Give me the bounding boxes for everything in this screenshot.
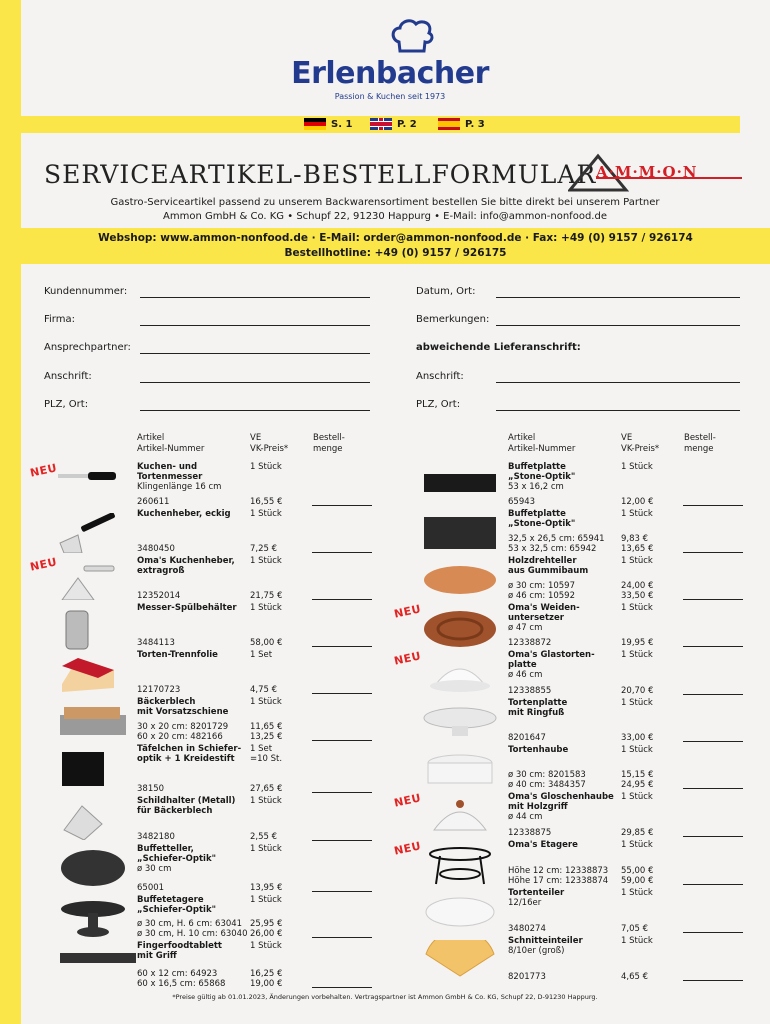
german-flag-icon <box>304 118 326 130</box>
product-image <box>58 654 118 698</box>
product-image <box>58 701 128 745</box>
product-price: 2,55 € <box>250 832 278 842</box>
column-header-line: Artikel-Nummer <box>508 444 576 454</box>
order-quantity-input[interactable] <box>683 788 743 789</box>
product-number: 32,5 x 26,5 cm: 65941 <box>508 534 605 544</box>
product-name: mit Ringfuß <box>508 708 565 718</box>
product-name: Kuchenheber, eckig <box>137 509 231 519</box>
order-quantity-input[interactable] <box>312 840 372 841</box>
new-badge: NEU <box>28 555 59 574</box>
product-name: Buffetplatte <box>508 462 566 472</box>
product-number: 3484113 <box>137 638 175 648</box>
product-ve: 1 Stück <box>250 895 282 905</box>
product-image <box>422 466 498 500</box>
product-number: 60 x 16,5 cm: 65868 <box>137 979 226 989</box>
product-name: Oma's Etagere <box>508 840 578 850</box>
product-image <box>422 844 498 892</box>
product-ve: 1 Stück <box>621 698 653 708</box>
product-image <box>422 560 498 604</box>
product-number: 60 x 20 cm: 482166 <box>137 732 223 742</box>
product-ve: 1 Stück <box>621 650 653 660</box>
product-name: Kuchen- und <box>137 462 198 472</box>
product-name: Schnitteinteiler <box>508 936 583 946</box>
product-name: untersetzer <box>508 613 564 623</box>
form-input-line[interactable] <box>140 410 370 411</box>
form-label: Kundennummer: <box>44 286 128 297</box>
product-name: Oma's Weiden- <box>508 603 580 613</box>
product-number: ø 30 cm, H. 10 cm: 63040 <box>137 929 248 939</box>
column-header-line: Artikel-Nummer <box>137 444 205 454</box>
product-name: ø 44 cm <box>508 812 543 822</box>
product-name: mit Griff <box>137 951 177 961</box>
product-ve: 1 Stück <box>250 603 282 613</box>
product-name: „Schiefer-Optik" <box>137 905 217 915</box>
form-input-line[interactable] <box>496 410 740 411</box>
product-number: 3482180 <box>137 832 175 842</box>
product-name: 8/10er (groß) <box>508 946 565 956</box>
order-quantity-input[interactable] <box>683 836 743 837</box>
footnote: *Preise gültig ab 01.01.2023, Änderungen vorbehalten. Vertragspartner ist Ammon GmbH & Co. KG, Schupf 22, D-91230 Happurg. <box>172 993 598 1001</box>
new-badge: NEU <box>392 602 423 621</box>
order-quantity-input[interactable] <box>683 884 743 885</box>
product-image <box>422 654 498 702</box>
form-input-line[interactable] <box>140 325 370 326</box>
product-name: „Stone-Optik" <box>508 472 576 482</box>
product-image <box>58 800 108 844</box>
product-price: 33,00 € <box>621 733 654 743</box>
form-input-line[interactable] <box>140 297 370 298</box>
product-number: 8201647 <box>508 733 546 743</box>
form-input-line[interactable] <box>140 382 370 383</box>
product-image <box>422 513 498 557</box>
column-header-line: VE <box>621 433 633 443</box>
column-header <box>250 433 288 455</box>
product-number: 12170723 <box>137 685 181 695</box>
new-badge: NEU <box>392 839 423 858</box>
order-quantity-input[interactable] <box>312 599 372 600</box>
product-number: 260611 <box>137 497 170 507</box>
product-name: extragroß <box>137 566 185 576</box>
form-label: Anschrift: <box>416 371 464 382</box>
product-price: 26,00 € <box>250 929 283 939</box>
product-image <box>58 560 118 604</box>
lang-en-link[interactable]: P. 2 <box>370 118 417 130</box>
product-number: 38150 <box>137 784 165 794</box>
product-name: Buffetplatte <box>508 509 566 519</box>
product-number: ø 30 cm: 10597 <box>508 581 575 591</box>
order-quantity-input[interactable] <box>312 646 372 647</box>
product-price: 13,95 € <box>250 883 283 893</box>
product-price: 19,95 € <box>621 638 654 648</box>
product-ve: 1 Stück <box>250 796 282 806</box>
column-header-line: Artikel <box>508 433 536 443</box>
product-price: 24,00 € <box>621 581 654 591</box>
spanish-flag-icon <box>438 118 460 130</box>
column-header-line: VK-Preis* <box>250 444 289 454</box>
column-header-line: VK-Preis* <box>621 444 660 454</box>
column-header <box>621 433 659 455</box>
product-ve: 1 Stück <box>250 556 282 566</box>
product-name: für Bäckerblech <box>137 806 213 816</box>
product-image <box>422 749 498 793</box>
order-quantity-input[interactable] <box>312 740 372 741</box>
product-name: Tortenplatte <box>508 698 568 708</box>
product-ve: 1 Stück <box>250 844 282 854</box>
form-input-line[interactable] <box>140 353 370 354</box>
product-price: 9,83 € <box>621 534 649 544</box>
product-price: 13,65 € <box>621 544 654 554</box>
form-label: PLZ, Ort: <box>44 399 89 410</box>
product-price: 4,75 € <box>250 685 278 695</box>
product-name: Buffetetagere <box>137 895 204 905</box>
new-badge: NEU <box>28 461 59 480</box>
column-header <box>313 433 345 455</box>
product-name: Messer-Spülbehälter <box>137 603 237 613</box>
hotline: Bestellhotline: +49 (0) 9157 / 926175 <box>284 247 507 259</box>
product-number: ø 46 cm: 10592 <box>508 591 575 601</box>
product-ve: 1 Stück <box>621 745 653 755</box>
intro-text: Gastro-Serviceartikel passend zu unserem Backwarensortiment bestellen Sie bitte direkt bei unserem Partner Ammon GmbH & Co. KG • Schupf 22, 91230 Happurg • E-Mail: info@ammon-nonfood.de <box>110 197 660 222</box>
column-header <box>684 433 716 455</box>
product-name: 12/16er <box>508 898 542 908</box>
product-name: Holzdrehteller <box>508 556 577 566</box>
product-price: 33,50 € <box>621 591 654 601</box>
form-label: Ansprechpartner: <box>44 342 131 353</box>
product-ve: 1 Stück <box>621 840 653 850</box>
order-quantity-input[interactable] <box>683 599 743 600</box>
column-header-line: Artikel <box>137 433 165 443</box>
product-ve: 1 Stück <box>621 462 653 472</box>
column-header-line: Bestell- <box>684 433 716 443</box>
column-header-line: VE <box>250 433 262 443</box>
order-quantity-input[interactable] <box>312 552 372 553</box>
product-price: 59,00 € <box>621 876 654 886</box>
form-label: Firma: <box>44 314 75 325</box>
order-quantity-input[interactable] <box>683 694 743 695</box>
product-number: 12352014 <box>137 591 181 601</box>
order-quantity-input[interactable] <box>312 891 372 892</box>
product-name: Tortenmesser <box>137 472 203 482</box>
order-quantity-input[interactable] <box>683 505 743 506</box>
yellow-side-stripe <box>0 0 21 1024</box>
column-header <box>137 433 204 455</box>
product-price: 58,00 € <box>250 638 283 648</box>
form-input-line[interactable] <box>496 297 740 298</box>
product-number: 12338855 <box>508 686 552 696</box>
product-name: „Stone-Optik" <box>508 519 576 529</box>
product-number: ø 40 cm: 3484357 <box>508 780 586 790</box>
product-price: 19,00 € <box>250 979 283 989</box>
product-price: 15,15 € <box>621 770 654 780</box>
product-image <box>58 513 118 557</box>
order-quantity-input[interactable] <box>312 693 372 694</box>
form-input-line[interactable] <box>496 325 740 326</box>
product-name: optik + 1 Kreidestift <box>137 754 235 764</box>
order-quantity-input[interactable] <box>312 505 372 506</box>
product-ve: 1 Stück <box>621 556 653 566</box>
product-price: 20,70 € <box>621 686 654 696</box>
uk-flag-icon <box>370 118 392 130</box>
product-price: 55,00 € <box>621 866 654 876</box>
product-number: Höhe 17 cm: 12338874 <box>508 876 609 886</box>
product-price: 7,25 € <box>250 544 278 554</box>
product-number: 30 x 20 cm: 8201729 <box>137 722 229 732</box>
product-image <box>58 848 128 892</box>
brand-logo: Erlenbacher <box>291 56 489 91</box>
product-number: ø 30 cm, H. 6 cm: 63041 <box>137 919 243 929</box>
product-ve: 1 Stück <box>621 509 653 519</box>
form-label: Anschrift: <box>44 371 92 382</box>
product-price: 25,95 € <box>250 919 283 929</box>
product-number: 65943 <box>508 497 536 507</box>
form-input-line[interactable] <box>496 382 740 383</box>
form-label: PLZ, Ort: <box>416 399 461 410</box>
product-name: Oma's Gloschenhaube <box>508 792 614 802</box>
form-label: Datum, Ort: <box>416 286 476 297</box>
order-quantity-input[interactable] <box>683 741 743 742</box>
product-name: platte <box>508 660 537 670</box>
product-image <box>422 892 498 936</box>
product-ve: 1 Stück <box>621 888 653 898</box>
product-number: 8201773 <box>508 972 546 982</box>
brand-tagline: Passion & Kuchen seit 1973 <box>334 92 446 101</box>
column-header-line: menge <box>684 444 714 454</box>
product-name: Klingenlänge 16 cm <box>137 482 222 492</box>
form-label: abweichende Lieferanschrift: <box>416 342 581 353</box>
product-number: Höhe 12 cm: 12338873 <box>508 866 609 876</box>
contact-links[interactable]: Webshop: www.ammon-nonfood.de · E-Mail: order@ammon-nonfood.de · Fax: +49 (0) 9157 / 926174 <box>98 232 693 244</box>
product-price: 13,25 € <box>250 732 283 742</box>
product-name: ø 46 cm <box>508 670 543 680</box>
product-ve: 1 Stück <box>621 603 653 613</box>
product-price: 24,95 € <box>621 780 654 790</box>
product-ve: 1 Stück <box>250 509 282 519</box>
product-ve: 1 Set <box>250 650 273 660</box>
product-ve-detail: =10 St. <box>250 754 283 764</box>
product-name: mit Vorsatzschiene <box>137 707 229 717</box>
new-badge: NEU <box>392 649 423 668</box>
product-name: ø 30 cm <box>137 864 172 874</box>
product-ve: 1 Set <box>250 744 273 754</box>
product-number: 3480450 <box>137 544 175 554</box>
order-quantity-input[interactable] <box>312 987 372 988</box>
lang-es-link[interactable]: P. 3 <box>438 118 485 130</box>
product-price: 16,25 € <box>250 969 283 979</box>
order-quantity-input[interactable] <box>683 980 743 981</box>
product-number: ø 30 cm: 8201583 <box>508 770 586 780</box>
product-image <box>58 607 98 655</box>
form-label: Bemerkungen: <box>416 314 490 325</box>
product-price: 11,65 € <box>250 722 283 732</box>
product-price: 29,85 € <box>621 828 654 838</box>
product-name: ø 47 cm <box>508 623 543 633</box>
product-image <box>422 796 498 844</box>
product-price: 12,00 € <box>621 497 654 507</box>
product-ve: 1 Stück <box>621 936 653 946</box>
product-ve: 1 Stück <box>250 941 282 951</box>
column-header-line: menge <box>313 444 343 454</box>
product-name: aus Gummibaum <box>508 566 589 576</box>
product-name: Tortenhaube <box>508 745 569 755</box>
product-name: Tortenteiler <box>508 888 565 898</box>
product-number: 53 x 32,5 cm: 65942 <box>508 544 597 554</box>
ammon-logo: A·M·M·O·N <box>596 163 698 181</box>
product-name: Bäckerblech <box>137 697 196 707</box>
product-price: 7,05 € <box>621 924 649 934</box>
product-ve: 1 Stück <box>250 697 282 707</box>
product-image <box>422 607 498 655</box>
product-name: „Schiefer-Optik" <box>137 854 217 864</box>
product-number: 12338875 <box>508 828 552 838</box>
order-quantity-input[interactable] <box>683 552 743 553</box>
product-name: Buffetteller, <box>137 844 194 854</box>
order-quantity-input[interactable] <box>312 937 372 938</box>
product-name: Oma's Glastorten- <box>508 650 595 660</box>
product-name: Torten-Trennfolie <box>137 650 218 660</box>
product-image <box>422 940 498 984</box>
product-price: 27,65 € <box>250 784 283 794</box>
chef-hat-icon <box>389 18 435 56</box>
column-header-line: Bestell- <box>313 433 345 443</box>
product-price: 21,75 € <box>250 591 283 601</box>
product-name: 53 x 16,2 cm <box>508 482 564 492</box>
product-image <box>58 748 108 792</box>
product-name: Schildhalter (Metall) <box>137 796 236 806</box>
product-number: 3480274 <box>508 924 546 934</box>
product-image <box>58 899 128 943</box>
order-quantity-input[interactable] <box>312 792 372 793</box>
page-title: SERVICEARTIKEL-BESTELLFORMULAR <box>44 160 597 189</box>
order-quantity-input[interactable] <box>683 932 743 933</box>
column-header <box>508 433 575 455</box>
order-quantity-input[interactable] <box>683 646 743 647</box>
product-name: mit Holzgriff <box>508 802 568 812</box>
new-badge: NEU <box>392 791 423 810</box>
product-name: Fingerfoodtablett <box>137 941 222 951</box>
product-number: 60 x 12 cm: 64923 <box>137 969 218 979</box>
product-number: 65001 <box>137 883 165 893</box>
product-name: Oma's Kuchenheber, <box>137 556 235 566</box>
product-price: 4,65 € <box>621 972 649 982</box>
contact-bar <box>21 228 770 264</box>
product-image <box>58 945 138 979</box>
product-number: 12338872 <box>508 638 552 648</box>
lang-de-link[interactable]: S. 1 <box>304 118 352 130</box>
product-price: 16,55 € <box>250 497 283 507</box>
product-ve: 1 Stück <box>250 462 282 472</box>
language-bar <box>21 116 740 133</box>
product-ve: 1 Stück <box>621 792 653 802</box>
product-image <box>58 466 118 490</box>
product-image <box>422 702 498 746</box>
product-name: Täfelchen in Schiefer- <box>137 744 242 754</box>
